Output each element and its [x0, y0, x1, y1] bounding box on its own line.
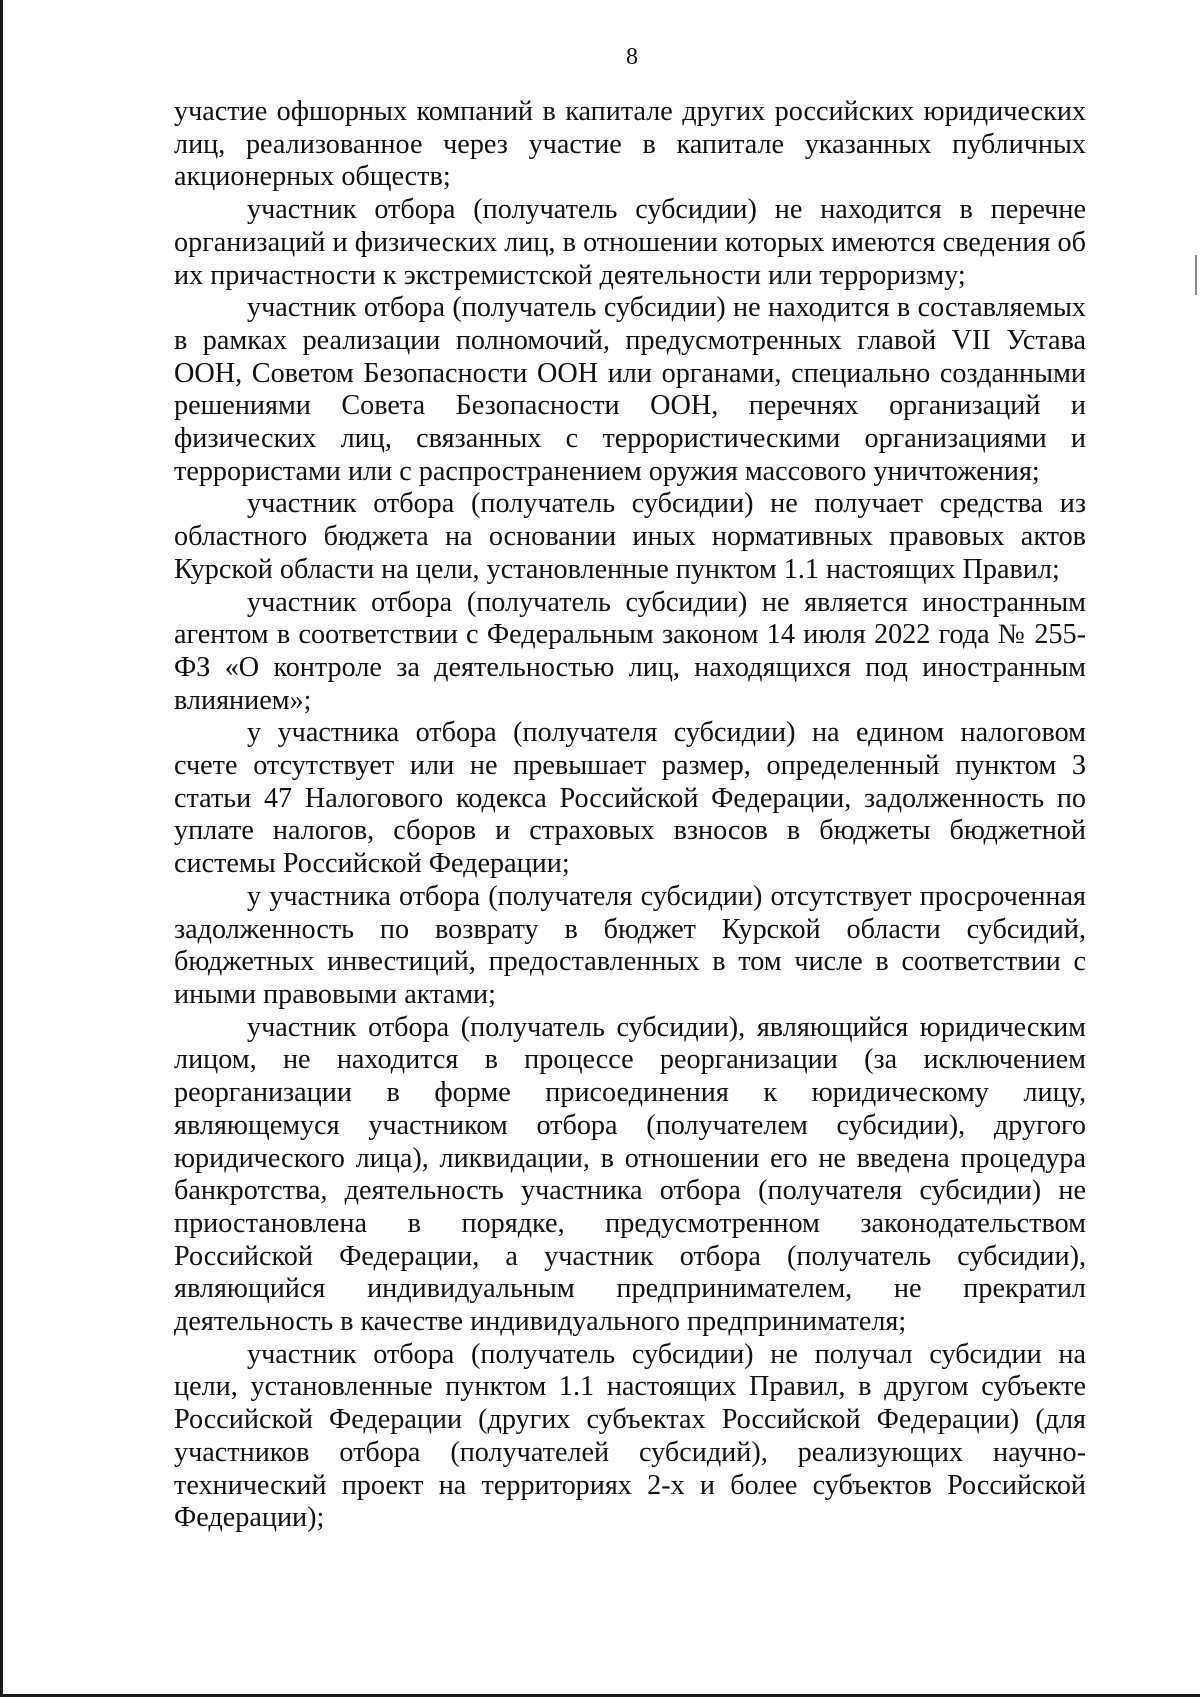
paragraph: участие офшорных компаний в капитале других российских юридических лиц, реализованное через участие в капитале указанных публичных акционерных обществ; — [174, 96, 1086, 193]
page-number: 8 — [626, 44, 638, 70]
scan-edge-left — [0, 0, 3, 1697]
document-body — [174, 96, 1086, 1535]
paragraph: у участника отбора (получателя субсидии) на едином налоговом счете отсутствует или не превышает размер, определенный пунктом 3 статьи 47 Налогового кодекса Российской Федерации, задолженность по уплате налогов, сборов и страховых взносов в бюджеты бюджетной системы Российской Федерации; — [174, 717, 1086, 880]
scan-mark — [1195, 255, 1197, 295]
paragraph: участник отбора (получатель субсидии) не получал субсидии на цели, установленные пунктом 1.1 настоящих Правил, в другом субъекте Российской Федерации (других субъектах Российской Федерации) (для участников отбора (получателей субсидий), реализующих научно-технический проект на территориях 2-х и более субъектов Российской Федерации); — [174, 1338, 1086, 1534]
paragraph: участник отбора (получатель субсидии) не находится в перечне организаций и физических лиц, в отношении которых имеются сведения об их причастности к экстремистской деятельности или терроризму; — [174, 194, 1086, 291]
paragraph: участник отбора (получатель субсидии) не находится в составляемых в рамках реализации полномочий, предусмотренных главой VII Устава ООН, Советом Безопасности ООН или органами, специально созданными решениями Совета Безопасности ООН, перечнях организаций и физических лиц, связанных с террористическими организациями и террористами или с распространением оружия массового уничтожения; — [174, 292, 1086, 487]
paragraph: участник отбора (получатель субсидии) не получает средства из областного бюджета на основании иных нормативных правовых актов Курской области на цели, установленные пунктом 1.1 настоящих Правил; — [174, 488, 1086, 585]
paragraph: у участника отбора (получателя субсидии) отсутствует просроченная задолженность по возврату в бюджет Курской области субсидий, бюджетных инвестиций, предоставленных в том числе в соответствии с иными правовыми актами; — [174, 880, 1086, 1010]
paragraph: участник отбора (получатель субсидии), являющийся юридическим лицом, не находится в процессе реорганизации (за исключением реорганизации в форме присоединения к юридическому лицу, являющемуся участником отбора (получателем субсидии), другого юридического лица), ликвидации, в отношении его не введена процедура банкротства, деятельность участника отбора (получателя субсидии) не приостановлена в порядке, предусмотренном законодательством Российской Федерации, а участник отбора (получатель субсидии), являющийся индивидуальным предпринимателем, не прекратил деятельность в качестве индивидуального предпринимателя; — [174, 1011, 1086, 1338]
paragraph: участник отбора (получатель субсидии) не является иностранным агентом в соответствии с Федеральным законом 14 июля 2022 года № 255-ФЗ «О контроле за деятельностью лиц, находящихся под иностранным влиянием»; — [174, 586, 1086, 716]
